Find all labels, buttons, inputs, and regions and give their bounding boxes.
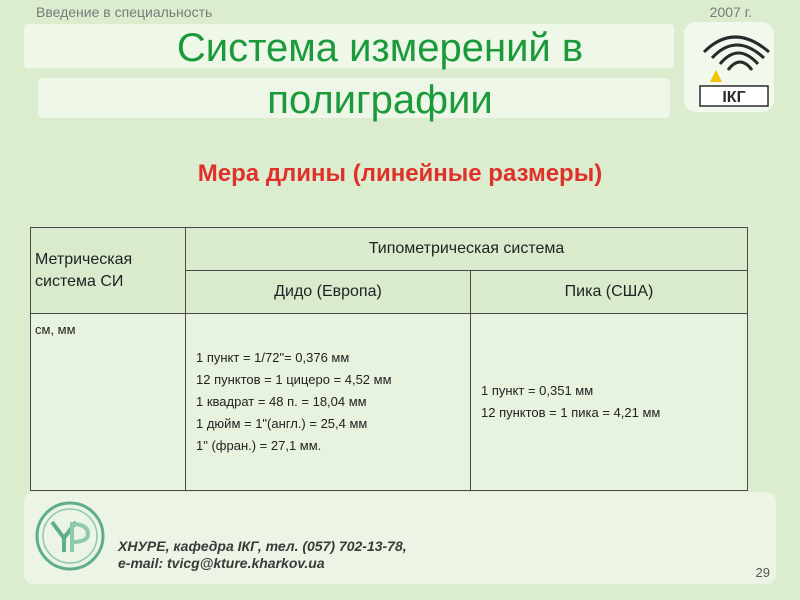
footer-contact: ХНУРЕ, кафедра ІКГ, тел. (057) 702-13-78,	[118, 538, 407, 554]
dido-line: 1" (фран.) = 27,1 мм.	[196, 438, 322, 453]
dido-cell	[186, 314, 471, 491]
dido-line: 12 пунктов = 1 цицеро = 4,52 мм	[196, 372, 392, 387]
dido-line: 1 дюйм = 1"(англ.) = 25,4 мм	[196, 416, 368, 431]
pica-header: Пика (США)	[471, 271, 748, 314]
metric-cell: см, мм	[31, 314, 186, 491]
university-logo	[34, 500, 106, 572]
pica-line: 1 пункт = 0,351 мм	[481, 383, 594, 398]
footer-email: e-mail: tvicg@kture.kharkov.ua	[118, 555, 325, 571]
typometric-header: Типометрическая система	[186, 228, 748, 271]
page-number: 29	[755, 565, 770, 580]
pica-line: 12 пунктов = 1 пика = 4,21 мм	[481, 405, 661, 420]
section-subtitle: Мера длины (линейные размеры)	[197, 160, 603, 187]
table-row	[31, 228, 748, 271]
course-title: Введение в специальность	[36, 4, 213, 20]
pica-cell	[471, 314, 748, 491]
dido-line: 1 квадрат = 48 п. = 18,04 мм	[196, 394, 367, 409]
dido-line: 1 пункт = 1/72"= 0,376 мм	[196, 350, 350, 365]
ikg-logo	[694, 22, 774, 110]
year-label: 2007 г.	[709, 4, 752, 20]
measure-table	[30, 227, 748, 491]
logo-text: ІКГ	[722, 89, 746, 106]
table-row	[31, 314, 748, 491]
metric-header: Метрическая система СИ	[31, 228, 186, 314]
dido-header: Дидо (Европа)	[186, 271, 471, 314]
page-title: Система измерений в полиграфии	[176, 26, 584, 122]
